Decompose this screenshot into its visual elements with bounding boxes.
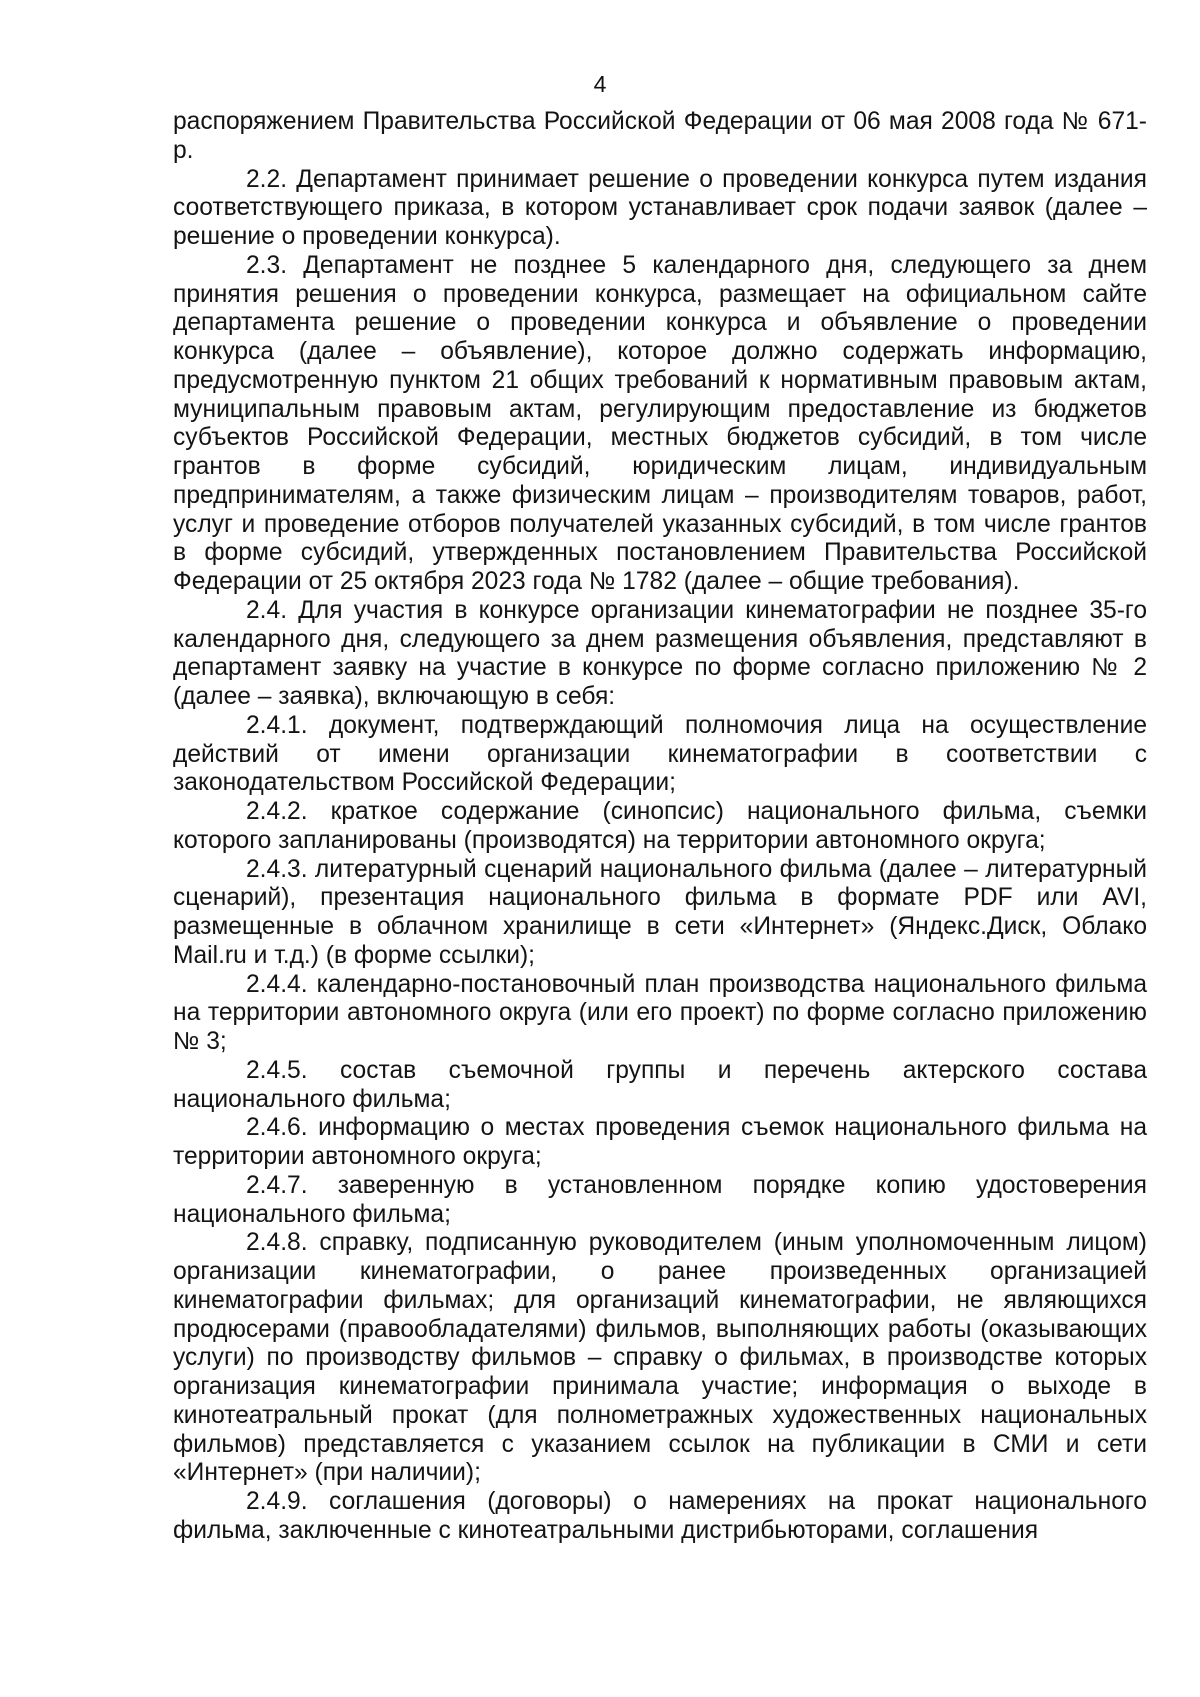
paragraph-2-4-4: 2.4.4. календарно-постановочный план производства национального фильма на территории автономного округа (или его проект) по форме согласно приложению № 3;	[173, 970, 1147, 1055]
paragraph-2-4-2: 2.4.2. краткое содержание (синопсис) национального фильма, съемки которого запланированы (производятся) на территории автономного округа;	[173, 798, 1147, 854]
paragraph-2-4: 2.4. Для участия в конкурсе организации кинематографии не позднее 35-го календарного дня, следующего за днем размещения объявления, представляют в департамент заявку на участие в конкурсе по форме согласно приложению № 2 (далее – заявка), включающую в себя:	[173, 596, 1147, 710]
paragraph-2-4-1: 2.4.1. документ, подтверждающий полномочия лица на осуществление действий от имени организации кинематографии в соответствии с законодательством Российской Федерации;	[173, 711, 1147, 797]
paragraph-continuation: распоряжением Правительства Российской Федерации от 06 мая 2008 года № 671-р.	[173, 108, 1147, 164]
paragraph-2-4-8: 2.4.8. справку, подписанную руководителем (иным уполномоченным лицом) организации кинематографии, о ранее произведенных организацией кинематографии фильмах; для организаций кинематографии, не являющихся продюсерами (правообладателями) фильмов, выполняющих работы (оказывающих услуги) по производству фильмов – справку о фильмах, в производстве которых организация кинематографии принимала участие; информация о выходе в кинотеатральный прокат (для полнометражных художественных национальных фильмов) представляется с указанием ссылок на публикации в СМИ и сети «Интернет» (при наличии);	[173, 1229, 1147, 1487]
paragraph-2-4-7: 2.4.7. заверенную в установленном порядке копию удостоверения национального фильма;	[173, 1171, 1147, 1228]
paragraph-2-4-5: 2.4.5. состав съемочной группы и перечень актерского состава национального фильма;	[173, 1056, 1147, 1113]
paragraph-2-4-9: 2.4.9. соглашения (договоры) о намерениях на прокат национального фильма, заключенные с кинотеатральными дистрибьюторами, соглашения	[173, 1488, 1147, 1544]
paragraph-2-3: 2.3. Департамент не позднее 5 календарного дня, следующего за днем принятия решения о проведении конкурса, размещает на официальном сайте департамента решение о проведении конкурса и объявление о проведении конкурса (далее – объявление), которое должно содержать информацию, предусмотренную пунктом 21 общих требований к нормативным правовым актам, муниципальным правовым актам, регулирующим предоставление из бюджетов субъектов Российской Федерации, местных бюджетов субсидий, в том числе грантов в форме субсидий, юридическим лицам, индивидуальным предпринимателям, а также физическим лицам – производителям товаров, работ, услуг и проведение отборов получателей указанных субсидий, в том числе грантов в форме субсидий, утвержденных постановлением Правительства Российской Федерации от 25 октября 2023 года № 1782 (далее – общие требования).	[173, 251, 1147, 595]
paragraph-2-4-3: 2.4.3. литературный сценарий национального фильма (далее – литературный сценарий), презентация национального фильма в формате PDF или AVI, размещенные в облачном хранилище в сети «Интернет» (Яндекс.Диск, Облако Mail.ru и т.д.) (в форме ссылки);	[173, 855, 1147, 969]
page-number: 4	[593, 71, 607, 97]
document-body	[173, 108, 1147, 1546]
paragraph-2-2: 2.2. Департамент принимает решение о проведении конкурса путем издания соответствующего приказа, в котором устанавливает срок подачи заявок (далее – решение о проведении конкурса).	[173, 165, 1147, 250]
paragraph-2-4-6: 2.4.6. информацию о местах проведения съемок национального фильма на территории автономного округа;	[173, 1114, 1147, 1170]
